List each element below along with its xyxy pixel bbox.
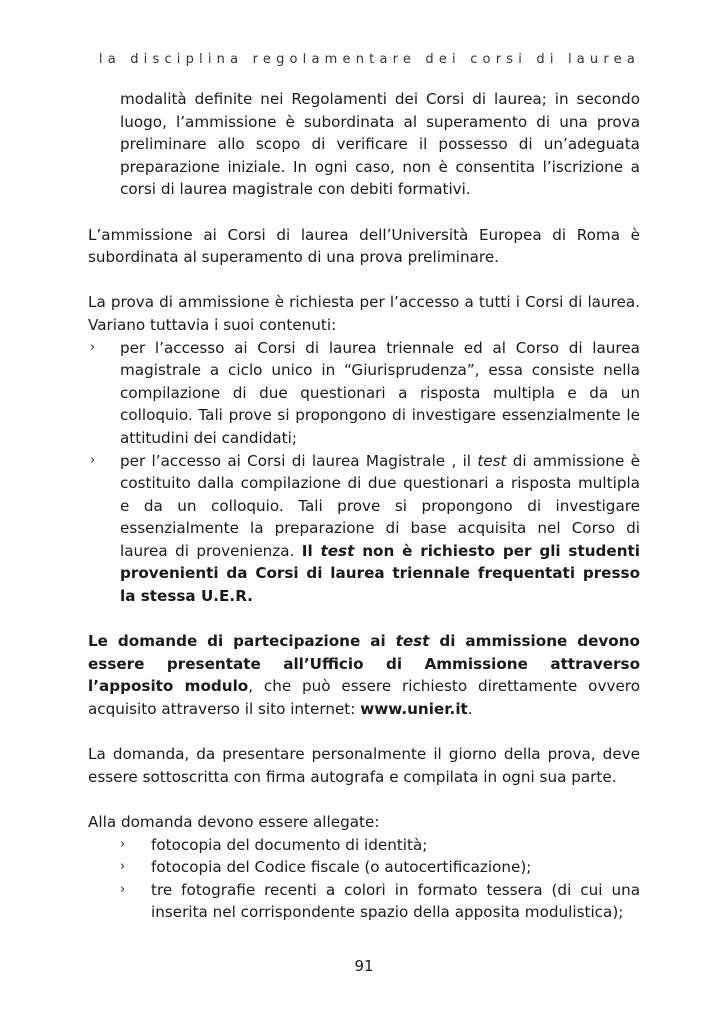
list-item (88, 834, 640, 857)
page-number: 91 (354, 957, 374, 975)
page-body (88, 88, 640, 924)
running-header: la disciplina regolamentare dei corsi di laurea (98, 52, 640, 67)
paragraph-exam: La prova di ammissione è richiesta per l’accesso a tutti i Corsi di laurea. Variano tuttavia i suoi contenuti: (88, 293, 640, 334)
list-item-text: fotocopia del documento di identità; (151, 835, 428, 854)
paragraph-admission: L’ammissione ai Corsi di laurea dell’Università Europea di Roma è subordinata al superamento di una prova preliminare. (88, 225, 640, 267)
paragraph-application: Le domande di partecipazione ai test di ammissione devono essere presentate all’Ufficio di Ammissione attraverso l’apposito modulo, che può essere richiesto direttamente ovvero acquisito attraverso il sito internet: www.unier.it. (88, 632, 640, 719)
list-item (88, 337, 640, 450)
attachments-list (88, 834, 640, 924)
list-item-text: per l’accesso ai Corsi di laurea triennale ed al Corso di laurea magistrale a ciclo unico in “Giurisprudenza”, essa consiste nella compilazione di due questionari a risposta multipla e da un colloquio. Tali prove si propongono di investigare essenzialmente le attitudini dei candidati; (120, 338, 640, 447)
bullet-icon: › (90, 339, 96, 355)
italic-term: test (320, 541, 355, 560)
paragraph-attachments: Alla domanda devono essere allegate: (88, 813, 380, 831)
exam-content-list (88, 337, 640, 608)
list-item (88, 450, 640, 608)
italic-term: test (395, 632, 430, 651)
list-item-text: per l’accesso ai Corsi di laurea Magistrale , il (120, 451, 478, 470)
website-link: www.unier.it (360, 700, 468, 719)
list-item-text: tre fotografie recenti a colori in formato tessera (di cui una inserita nel corrispondente spazio della apposita modulistica); (151, 880, 640, 922)
paragraph-signature: La domanda, da presentare personalmente il giorno della prova, deve essere sottoscritta con firma autografa e compilata in ogni sua parte. (88, 745, 640, 786)
bullet-icon: › (120, 859, 126, 875)
paragraph-continued: modalità definite nei Regolamenti dei Corsi di laurea; in secondo luogo, l’ammissione è subordinata al superamento di una prova preliminare allo scopo di verificare il possesso di un’adeguata preparazione iniziale. In ogni caso, non è consentita l’iscrizione a corsi di laurea magistrale con debiti formativi. (120, 90, 640, 199)
list-item-text: di ammissione è costituito dalla compilazione di due questionari a risposta multipla e da un colloquio. Tali prove si propongono di investigare essenzialmente la preparazione di base acquisita nel Corso di laurea di provenienza. (120, 451, 640, 560)
bold-note: Il test non è richiesto per gli studenti provenienti da Corsi di laurea triennale frequentati presso la stessa U.E.R. (120, 541, 640, 606)
italic-term: test (477, 451, 507, 470)
list-item-text: fotocopia del Codice fiscale (o autocertificazione); (151, 858, 532, 877)
list-item (88, 856, 640, 879)
bullet-icon: › (90, 452, 96, 468)
bullet-icon: › (120, 881, 126, 897)
bold-text: Le domande di partecipazione ai test di ammissione devono essere presentate all’Ufficio di Ammissione attraverso l’apposito modulo (88, 632, 640, 696)
bullet-icon: › (120, 836, 126, 852)
list-item (88, 879, 640, 924)
